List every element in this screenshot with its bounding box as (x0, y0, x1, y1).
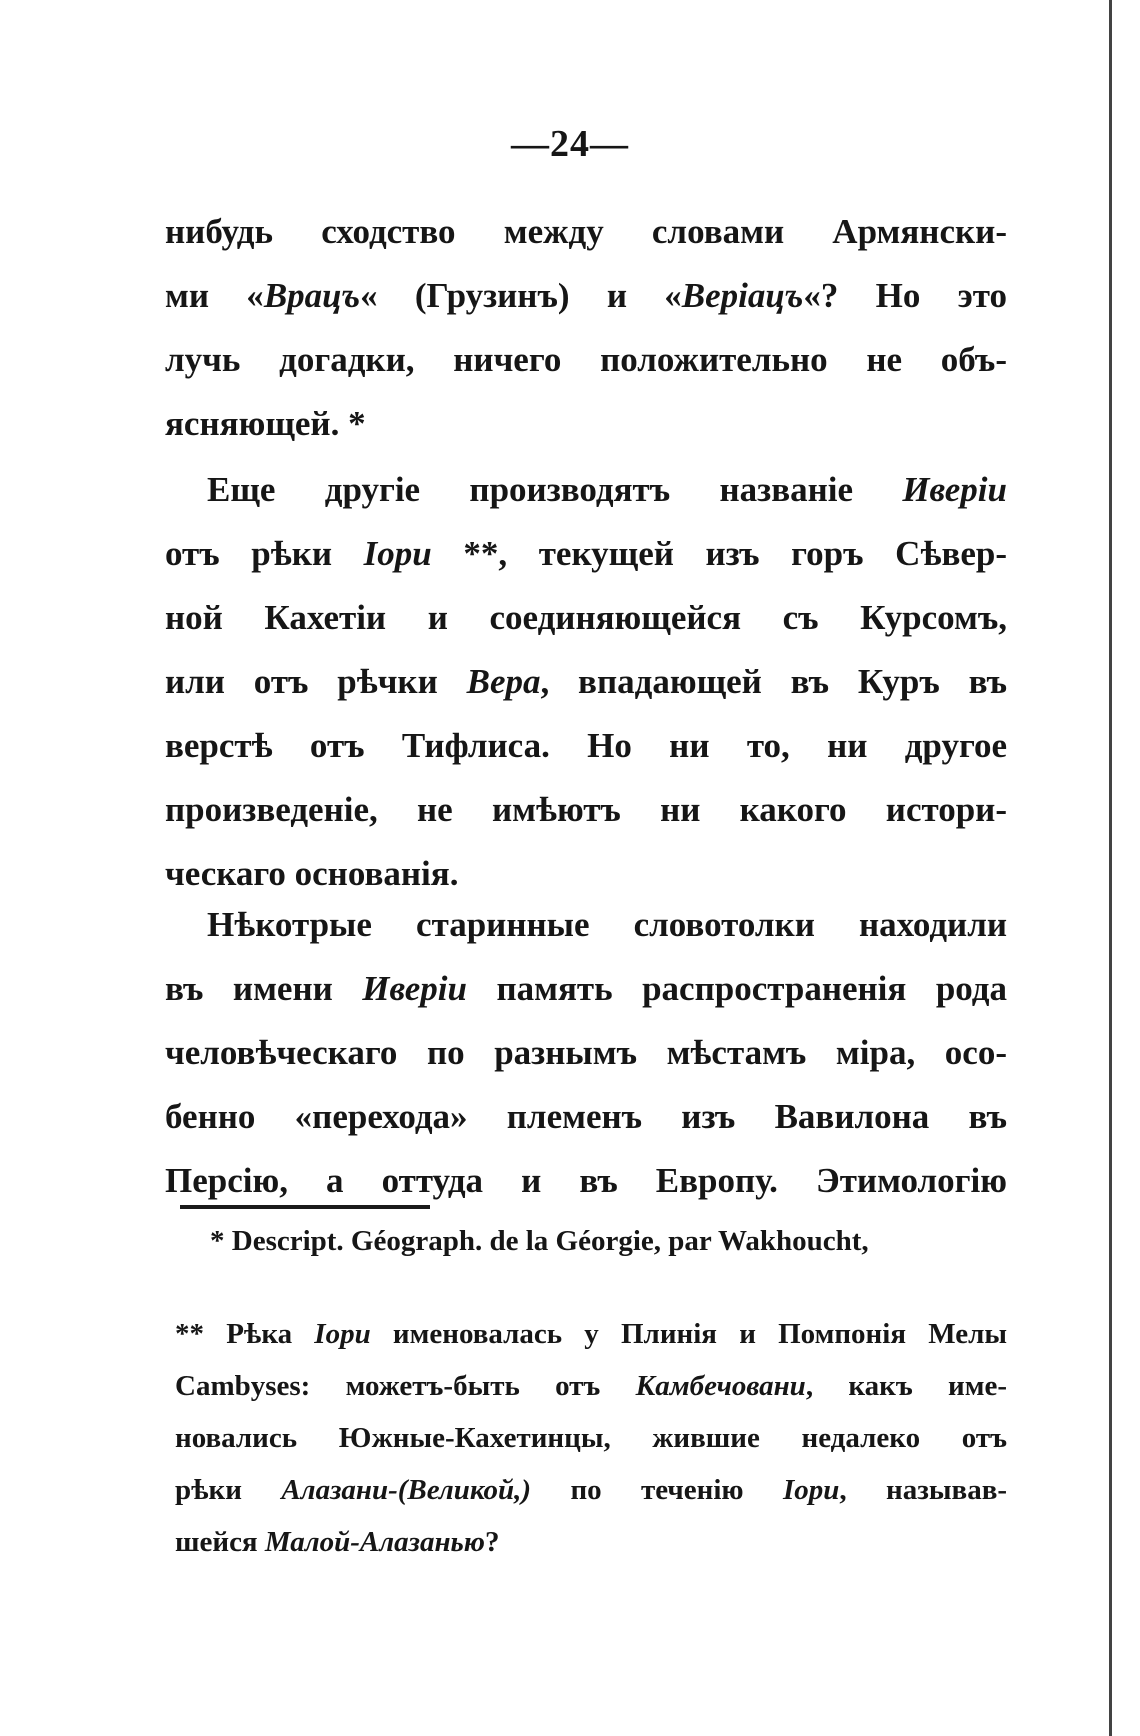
text-line: лучь догадки, ничего положительно не объ- (165, 340, 1007, 379)
page-number: —24— (511, 123, 629, 165)
text-line: ной Кахетiи и соединяющейся съ Курсомъ, (165, 598, 1007, 637)
text-line: Еще другiе производятъ названiе Иверiи (207, 470, 1007, 509)
footnote-separator (180, 1205, 430, 1209)
footnote-1 (210, 1215, 1007, 1267)
text-line: отъ рѣки Iори **, текущей изъ горъ Сѣвер- (165, 534, 1007, 573)
footnote-line: шейся Малой-Алазанью? (175, 1526, 500, 1558)
text-line: въ имени Иверiи память распространенiя рода (165, 969, 1007, 1008)
footnote-2 (175, 1308, 1007, 1568)
text-line: Персiю, а оттуда и въ Европу. Этимологiю (165, 1161, 1007, 1200)
footnote-line: новались Южные-Кахетинцы, жившие недалеко отъ (175, 1422, 1007, 1454)
paragraph-1 (165, 200, 1007, 456)
text-line: или отъ рѣчки Вера, впадающей въ Куръ въ (165, 662, 1007, 701)
text-line: ми «Врацъ« (Грузинъ) и «Верiацъ«? Но это (165, 276, 1007, 315)
text-line: произведенiе, не имѣютъ ни какого истори- (165, 790, 1007, 829)
footnote-line: * Descript. Géograph. de la Géorgie, par Wakhoucht, (210, 1225, 869, 1257)
text-line: ясняющей. * (165, 404, 366, 443)
text-line: человѣческаго по разнымъ мѣстамъ мiра, осо- (165, 1033, 1007, 1072)
footnote-line: Cambyses: можетъ-быть отъ Камбечовани, какъ име- (175, 1370, 1007, 1402)
text-line: ческаго основанiя. (165, 854, 459, 893)
text-line: Нѣкотрые старинные словотолки находили (207, 905, 1007, 944)
paragraph-3 (165, 893, 1007, 1213)
text-line: бенно «перехода» племенъ изъ Вавилона въ (165, 1097, 1007, 1136)
paragraph-2 (165, 458, 1007, 906)
page-edge-shadow (1109, 0, 1112, 1736)
text-line: нибудь сходство между словами Армянски- (165, 212, 1007, 251)
text-line: верстѣ отъ Тифлиса. Но ни то, ни другое (165, 726, 1007, 765)
footnote-line: рѣки Алазани-(Великой,) по теченiю Iори, называв- (175, 1474, 1008, 1506)
footnote-line: ** Рѣка Iори именовалась у Плинiя и Помпонiя Мелы (175, 1318, 1007, 1350)
